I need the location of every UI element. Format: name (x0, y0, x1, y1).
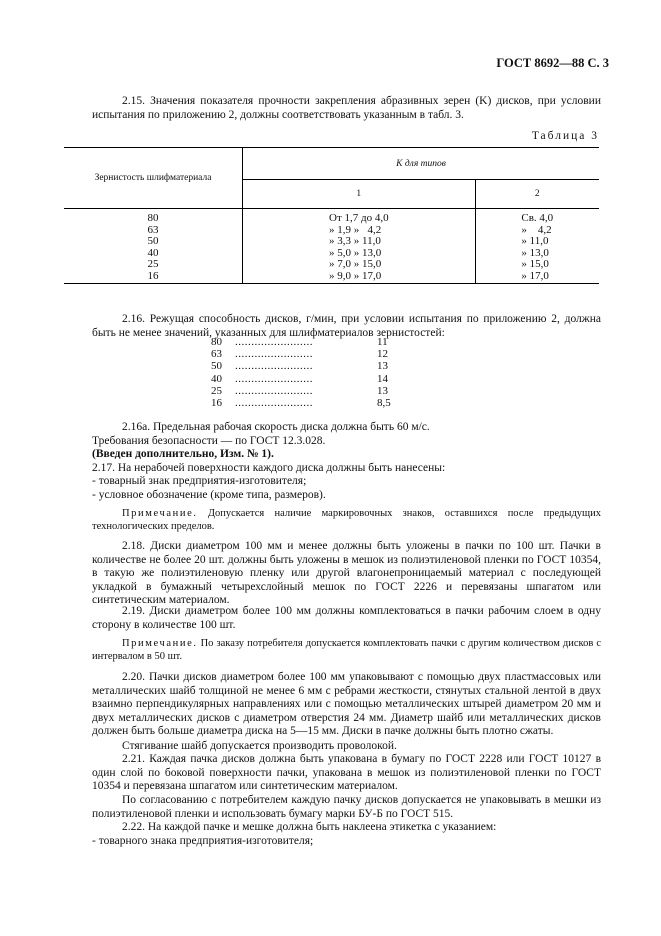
cutting-value: 12 (377, 348, 388, 361)
list-item (211, 373, 407, 385)
leader-dots: ........................ (235, 360, 313, 373)
table-cell-type2: » 4,2 (521, 223, 552, 236)
table-cell-grit: 50 (147, 235, 159, 248)
marking-item-designation: - условное обозначение (кроме типа, размеров). (92, 489, 326, 501)
table-cell-grit: 16 (147, 269, 159, 282)
cutting-value: 13 (377, 360, 388, 373)
table-3 (64, 147, 599, 284)
paragraph-2-18: 2.18. Диски диаметром 100 мм и менее должны быть уложены в пачки по 100 шт. Пачки в количестве не более 20 шт. должны быть уложены в мешок из полиэтиленовой пленки по ГОСТ 10354, в такую же полиэтиленовую пленку или другой влагонепроницаемый материал с последующей укладкой в бумажный четырехслойный мешок по ГОСТ 2226 и перевязаны шпагатом или синтетическим материалом. (92, 540, 601, 607)
table-caption: Таблица 3 (531, 130, 599, 142)
paragraph-2-17: 2.17. На нерабочей поверхности каждого диска должны быть нанесены: (92, 462, 446, 474)
leader-dots: ........................ (235, 372, 313, 385)
grit-value: 25 (211, 384, 222, 397)
table-cell-type2: » 17,0 (521, 269, 549, 282)
header-type-2: 2 (475, 180, 599, 209)
list-item (211, 360, 407, 372)
cutting-value: 8,5 (377, 397, 391, 410)
grit-value: 50 (211, 360, 222, 373)
header-type-1: 1 (243, 180, 476, 209)
grit-column (64, 209, 243, 284)
cutting-value: 13 (377, 384, 388, 397)
table-cell-type1: » 9,0 » 17,0 (329, 269, 382, 282)
paragraph-2-22: 2.22. На каждой пачке и мешке должна быть наклеена этикетка с указанием: (122, 821, 497, 833)
note-1 (92, 507, 601, 533)
paragraph-2-20: 2.20. Пачки дисков диаметром более 100 мм упаковывают с помощью двух пластмассовых или металлических шайб толщиной не менее 6 мм с ребрами жесткости, стянутых стальной лентой в двух взаимно перпендикулярных направлениях или с помощью металлических штырей диаметром 20 мм и двух металлических дисков с диаметром отверстия 24 мм. Диаметр шайб или металлических дисков должен быть больше диаметра диска на 5—15 мм. Диски в пачке должны быть плотно сжаты. (92, 671, 601, 738)
grit-value: 63 (211, 348, 222, 361)
grit-value: 40 (211, 372, 222, 385)
paragraph-2-19: 2.19. Диски диаметром более 100 мм должны комплектоваться в пачки рабочим слоем в одну сторону в количестве 100 шт. (92, 605, 601, 631)
type2-column (475, 209, 599, 284)
leader-dots: ........................ (235, 397, 313, 410)
table-cell-grit: 80 (147, 212, 159, 224)
table-cell-type2: » 15,0 (521, 258, 549, 271)
paragraph-2-16: 2.16. Режущая способность дисков, г/мин, при условии испытания по приложению 2, должна быть не менее значений, указанных для шлифматериалов зернистостей: (92, 313, 601, 339)
leader-dots: ........................ (235, 336, 313, 348)
header-k-for-types: K для типов (243, 148, 600, 180)
cutting-ability-list (211, 336, 407, 409)
paragraph-2-21-agreement: По согласованию с потребителем каждую пачку дисков допускается не упаковывать в мешки из полиэтиленовой пленки и использовать бумагу марки БУ-Б по ГОСТ 515. (92, 794, 601, 820)
label-item-trademark: - товарного знака предприятия-изготовителя; (92, 835, 314, 847)
table-cell-grit: 25 (147, 258, 159, 271)
leader-dots: ........................ (235, 384, 313, 397)
grit-value: 80 (211, 336, 222, 348)
list-item (211, 336, 407, 348)
table-cell-grit: 40 (147, 246, 159, 259)
table-cell-type1: » 5,0 » 13,0 (329, 246, 382, 259)
table-cell-type2: » 11,0 (521, 235, 549, 248)
note-1-text: Допускается наличие маркировочных знаков, оставшихся после предыдущих технологических пределов. (92, 508, 601, 532)
paragraph-2-20-wire: Стягивание шайб допускается производить проволокой. (122, 740, 397, 752)
table-cell-grit: 63 (147, 223, 159, 236)
note-2 (92, 637, 601, 663)
grit-value: 16 (211, 397, 222, 410)
table-cell-type1: » 1,9 » 4,2 (329, 223, 382, 236)
leader-dots: ........................ (235, 348, 313, 361)
type1-column (243, 209, 476, 284)
page-header: ГОСТ 8692—88 С. 3 (496, 56, 609, 70)
header-grit: Зернистость шлифматериала (64, 148, 243, 209)
amendment-note: (Введен дополнительно, Изм. № 1). (92, 448, 274, 460)
note-label: Примечание. (122, 638, 198, 649)
note-2-text: По заказу потребителя допускается комплектовать пачки с другим количеством дисков с интервалом в 50 шт. (92, 638, 601, 662)
list-item (211, 348, 407, 360)
cutting-value: 11 (377, 336, 388, 348)
table-cell-type2: » 13,0 (521, 246, 549, 259)
table-cell-type1: » 7,0 » 15,0 (329, 258, 382, 271)
cutting-value: 14 (377, 372, 388, 385)
paragraph-2-15: 2.15. Значения показателя прочности закрепления абразивных зерен (K) дисков, при условии испытания по приложению 2, должны соответствовать указанным в табл. 3. (92, 95, 601, 121)
table-cell-type2: Св. 4,0 (521, 212, 554, 224)
table-cell-type1: От 1,7 до 4,0 (329, 212, 389, 224)
safety-requirements: Требования безопасности — по ГОСТ 12.3.028. (92, 435, 326, 447)
paragraph-2-21: 2.21. Каждая пачка дисков должна быть упакована в бумагу по ГОСТ 2228 или ГОСТ 10127 в один слой по боковой поверхности пачки, упакована в мешок из полиэтиленовой пленки по ГОСТ 10354 и перевязана шпагатом или синтетическим материалом. (92, 753, 601, 793)
paragraph-2-16a: 2.16а. Предельная рабочая скорость диска должна быть 60 м/с. (122, 421, 430, 433)
list-item (211, 385, 407, 397)
table-cell-type1: » 3,3 » 11,0 (329, 235, 381, 248)
note-label: Примечание. (122, 508, 198, 519)
marking-item-trademark: - товарный знак предприятия-изготовителя; (92, 475, 307, 487)
list-item (211, 397, 407, 409)
